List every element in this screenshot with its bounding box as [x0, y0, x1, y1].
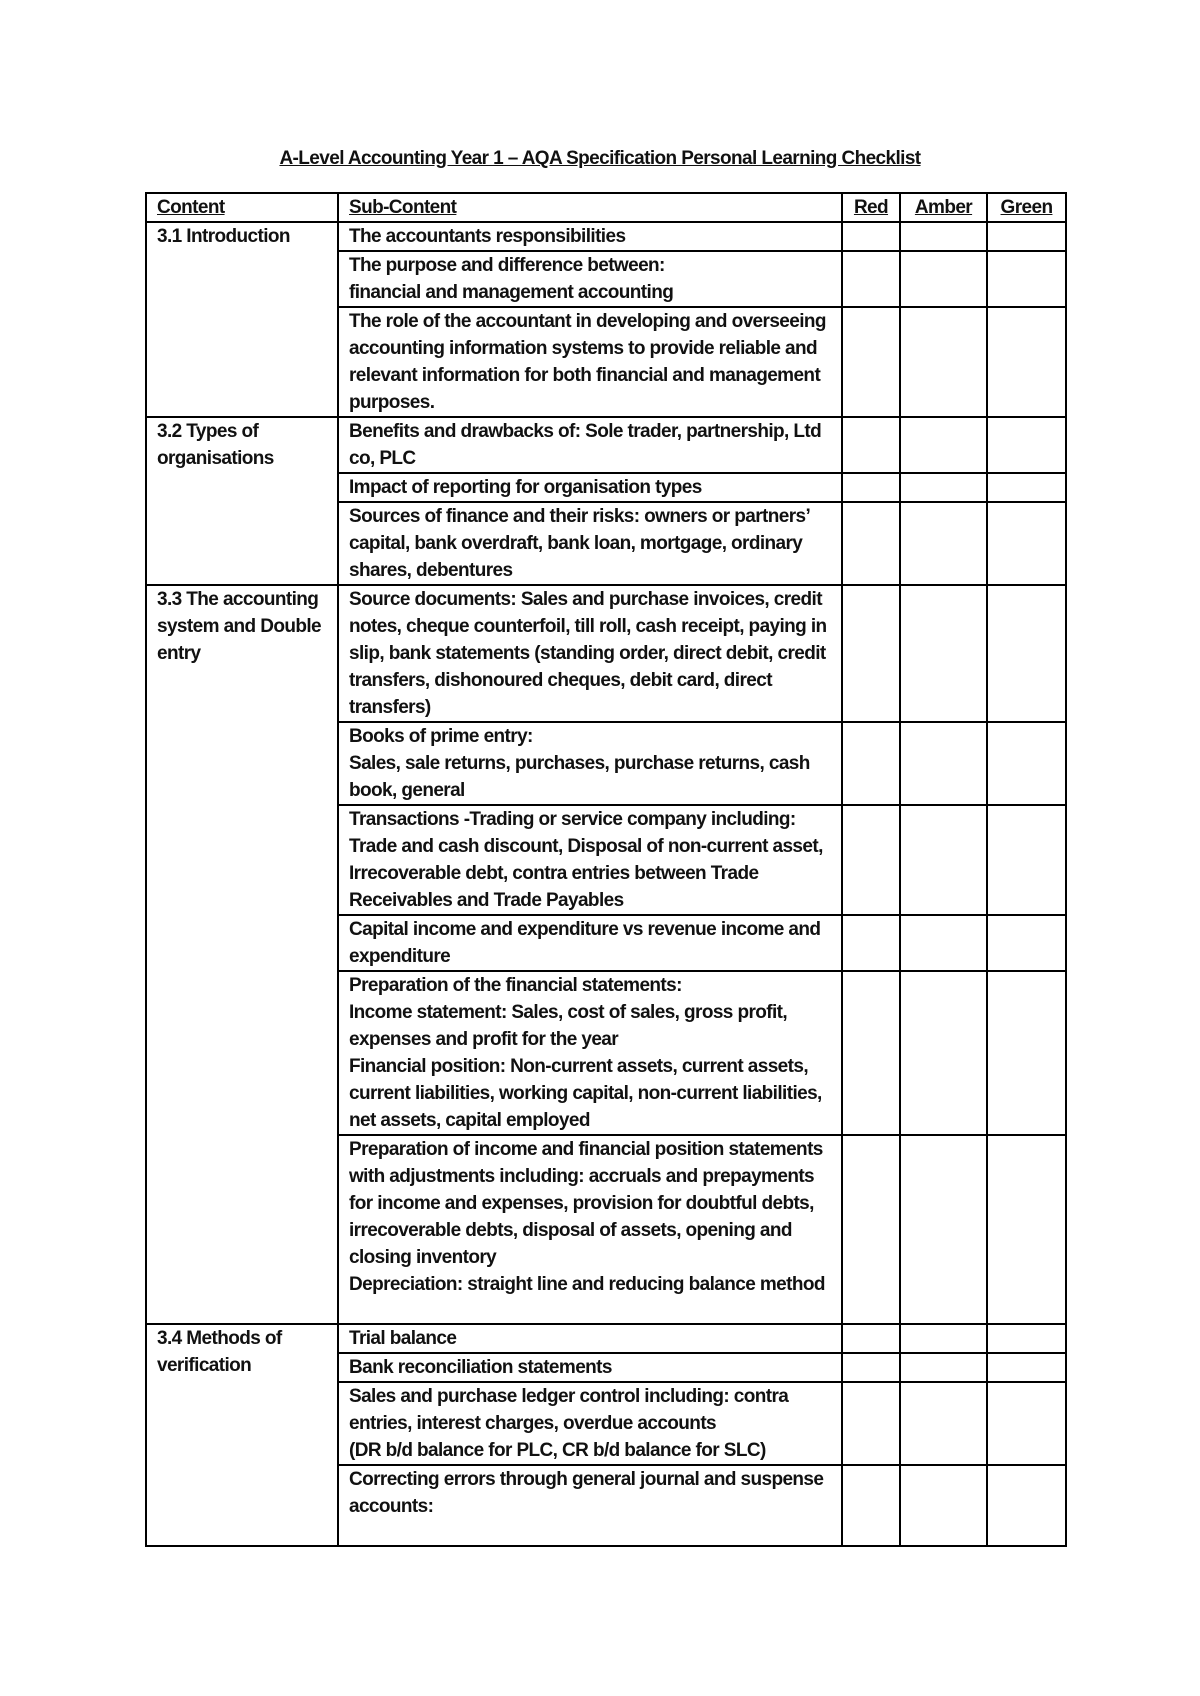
- green-checkbox-cell[interactable]: [987, 1465, 1066, 1546]
- amber-checkbox-cell[interactable]: [900, 307, 987, 417]
- sub-content-line: Source documents: Sales and purchase invoices, credit notes, cheque counterfoil, till roll, cash receipt, paying in slip, bank statements (standing order, direct debit, credit transfers, dishonoured cheques, debit card, direct transfers): [349, 589, 827, 718]
- red-checkbox-cell[interactable]: [842, 1382, 900, 1465]
- amber-checkbox-cell[interactable]: [900, 915, 987, 971]
- table-row: [146, 1324, 1066, 1353]
- sub-content-cell: [338, 585, 842, 722]
- green-checkbox-cell[interactable]: [987, 585, 1066, 722]
- sub-content-cell: [338, 417, 842, 473]
- header-sub-content: Sub-Content: [338, 193, 842, 222]
- header-content: Content: [146, 193, 338, 222]
- sub-content-line: Preparation of income and financial position statements with adjustments including: accruals and prepayments for income and expenses, provision for doubtful debts, irrecoverable debts, disposal of assets, opening and closing inventory: [349, 1139, 823, 1268]
- sub-content-line: Sales and purchase ledger control including: contra entries, interest charges, overdue accounts: [349, 1386, 789, 1434]
- amber-checkbox-cell[interactable]: [900, 473, 987, 502]
- sub-content-cell: [338, 1382, 842, 1465]
- green-checkbox-cell[interactable]: [987, 307, 1066, 417]
- sub-content-line: Income statement: Sales, cost of sales, gross profit, expenses and profit for the year: [349, 1002, 788, 1050]
- sub-content-line: The purpose and difference between:: [349, 255, 665, 276]
- sub-content-cell: [338, 1353, 842, 1382]
- amber-checkbox-cell[interactable]: [900, 971, 987, 1135]
- green-checkbox-cell[interactable]: [987, 971, 1066, 1135]
- green-checkbox-cell[interactable]: [987, 722, 1066, 805]
- sub-content-cell: [338, 473, 842, 502]
- red-checkbox-cell[interactable]: [842, 805, 900, 915]
- red-checkbox-cell[interactable]: [842, 222, 900, 251]
- amber-checkbox-cell[interactable]: [900, 417, 987, 473]
- red-checkbox-cell[interactable]: [842, 1353, 900, 1382]
- sub-content-line: financial and management accounting: [349, 282, 674, 303]
- red-checkbox-cell[interactable]: [842, 585, 900, 722]
- sub-content-line: Transactions -Trading or service company including: Trade and cash discount, Disposal of non-current asset, Irrecoverable debt, contra entries between Trade Receivables and Trade Payables: [349, 809, 823, 911]
- amber-checkbox-cell[interactable]: [900, 222, 987, 251]
- sub-content-line: Financial position: Non-current assets, current assets, current liabilities, working capital, non-current liabilities, net assets, capital employed: [349, 1056, 822, 1131]
- amber-checkbox-cell[interactable]: [900, 1135, 987, 1324]
- sub-content-cell: [338, 805, 842, 915]
- sub-content-cell: [338, 722, 842, 805]
- green-checkbox-cell[interactable]: [987, 1382, 1066, 1465]
- sub-content-line: (DR b/d balance for PLC, CR b/d balance for SLC): [349, 1440, 766, 1461]
- sub-content-line: Sources of finance and their risks: owners or partners’ capital, bank overdraft, bank loan, mortgage, ordinary shares, debentures: [349, 506, 810, 581]
- green-checkbox-cell[interactable]: [987, 1135, 1066, 1324]
- checklist-body: [146, 222, 1066, 1546]
- sub-content-line: Impact of reporting for organisation types: [349, 477, 702, 498]
- red-checkbox-cell[interactable]: [842, 1465, 900, 1546]
- sub-content-line: Preparation of the financial statements:: [349, 975, 682, 996]
- amber-checkbox-cell[interactable]: [900, 585, 987, 722]
- red-checkbox-cell[interactable]: [842, 473, 900, 502]
- page-title: A-Level Accounting Year 1 – AQA Specification Personal Learning Checklist: [279, 148, 921, 169]
- sub-content-cell: [338, 251, 842, 307]
- header-row: [146, 193, 1066, 222]
- sub-content-cell: [338, 307, 842, 417]
- amber-checkbox-cell[interactable]: [900, 805, 987, 915]
- sub-content-cell: [338, 971, 842, 1135]
- table-row: [146, 222, 1066, 251]
- sub-content-cell: [338, 502, 842, 585]
- learning-checklist-table: [145, 192, 1067, 1547]
- content-cell: 3.4 Methods of verification: [146, 1324, 338, 1546]
- sub-content-line: Depreciation: straight line and reducing balance method: [349, 1274, 825, 1295]
- amber-checkbox-cell[interactable]: [900, 251, 987, 307]
- red-checkbox-cell[interactable]: [842, 307, 900, 417]
- sub-content-line: Benefits and drawbacks of: Sole trader, partnership, Ltd co, PLC: [349, 421, 822, 469]
- red-checkbox-cell[interactable]: [842, 722, 900, 805]
- green-checkbox-cell[interactable]: [987, 915, 1066, 971]
- sub-content-cell: [338, 915, 842, 971]
- green-checkbox-cell[interactable]: [987, 251, 1066, 307]
- green-checkbox-cell[interactable]: [987, 473, 1066, 502]
- red-checkbox-cell[interactable]: [842, 971, 900, 1135]
- green-checkbox-cell[interactable]: [987, 502, 1066, 585]
- amber-checkbox-cell[interactable]: [900, 502, 987, 585]
- red-checkbox-cell[interactable]: [842, 1135, 900, 1324]
- sub-content-line: Correcting errors through general journal and suspense accounts:: [349, 1469, 824, 1517]
- sub-content-cell: [338, 1324, 842, 1353]
- green-checkbox-cell[interactable]: [987, 1353, 1066, 1382]
- sub-content-cell: [338, 1135, 842, 1324]
- table-row: [146, 585, 1066, 722]
- sub-content-line: Books of prime entry:: [349, 726, 533, 747]
- sub-content-cell: [338, 222, 842, 251]
- content-cell: 3.3 The accounting system and Double entry: [146, 585, 338, 1324]
- green-checkbox-cell[interactable]: [987, 805, 1066, 915]
- amber-checkbox-cell[interactable]: [900, 1465, 987, 1546]
- header-red: Red: [842, 193, 900, 222]
- amber-checkbox-cell[interactable]: [900, 1353, 987, 1382]
- content-cell: 3.2 Types of organisations: [146, 417, 338, 585]
- red-checkbox-cell[interactable]: [842, 1324, 900, 1353]
- red-checkbox-cell[interactable]: [842, 915, 900, 971]
- sub-content-line: Capital income and expenditure vs revenue income and expenditure: [349, 919, 821, 967]
- sub-content-line: The accountants responsibilities: [349, 226, 626, 247]
- sub-content-line: Trial balance: [349, 1328, 457, 1349]
- green-checkbox-cell[interactable]: [987, 1324, 1066, 1353]
- red-checkbox-cell[interactable]: [842, 417, 900, 473]
- sub-content-line: The role of the accountant in developing and overseeing accounting information systems to provide reliable and relevant information for both financial and management purposes.: [349, 311, 826, 413]
- green-checkbox-cell[interactable]: [987, 222, 1066, 251]
- amber-checkbox-cell[interactable]: [900, 722, 987, 805]
- sub-content-cell: [338, 1465, 842, 1546]
- sub-content-line: Bank reconciliation statements: [349, 1357, 612, 1378]
- red-checkbox-cell[interactable]: [842, 502, 900, 585]
- red-checkbox-cell[interactable]: [842, 251, 900, 307]
- amber-checkbox-cell[interactable]: [900, 1324, 987, 1353]
- sub-content-line: Sales, sale returns, purchases, purchase returns, cash book, general: [349, 753, 810, 801]
- amber-checkbox-cell[interactable]: [900, 1382, 987, 1465]
- header-amber: Amber: [900, 193, 987, 222]
- green-checkbox-cell[interactable]: [987, 417, 1066, 473]
- content-cell: 3.1 Introduction: [146, 222, 338, 417]
- table-row: [146, 417, 1066, 473]
- header-green: Green: [987, 193, 1066, 222]
